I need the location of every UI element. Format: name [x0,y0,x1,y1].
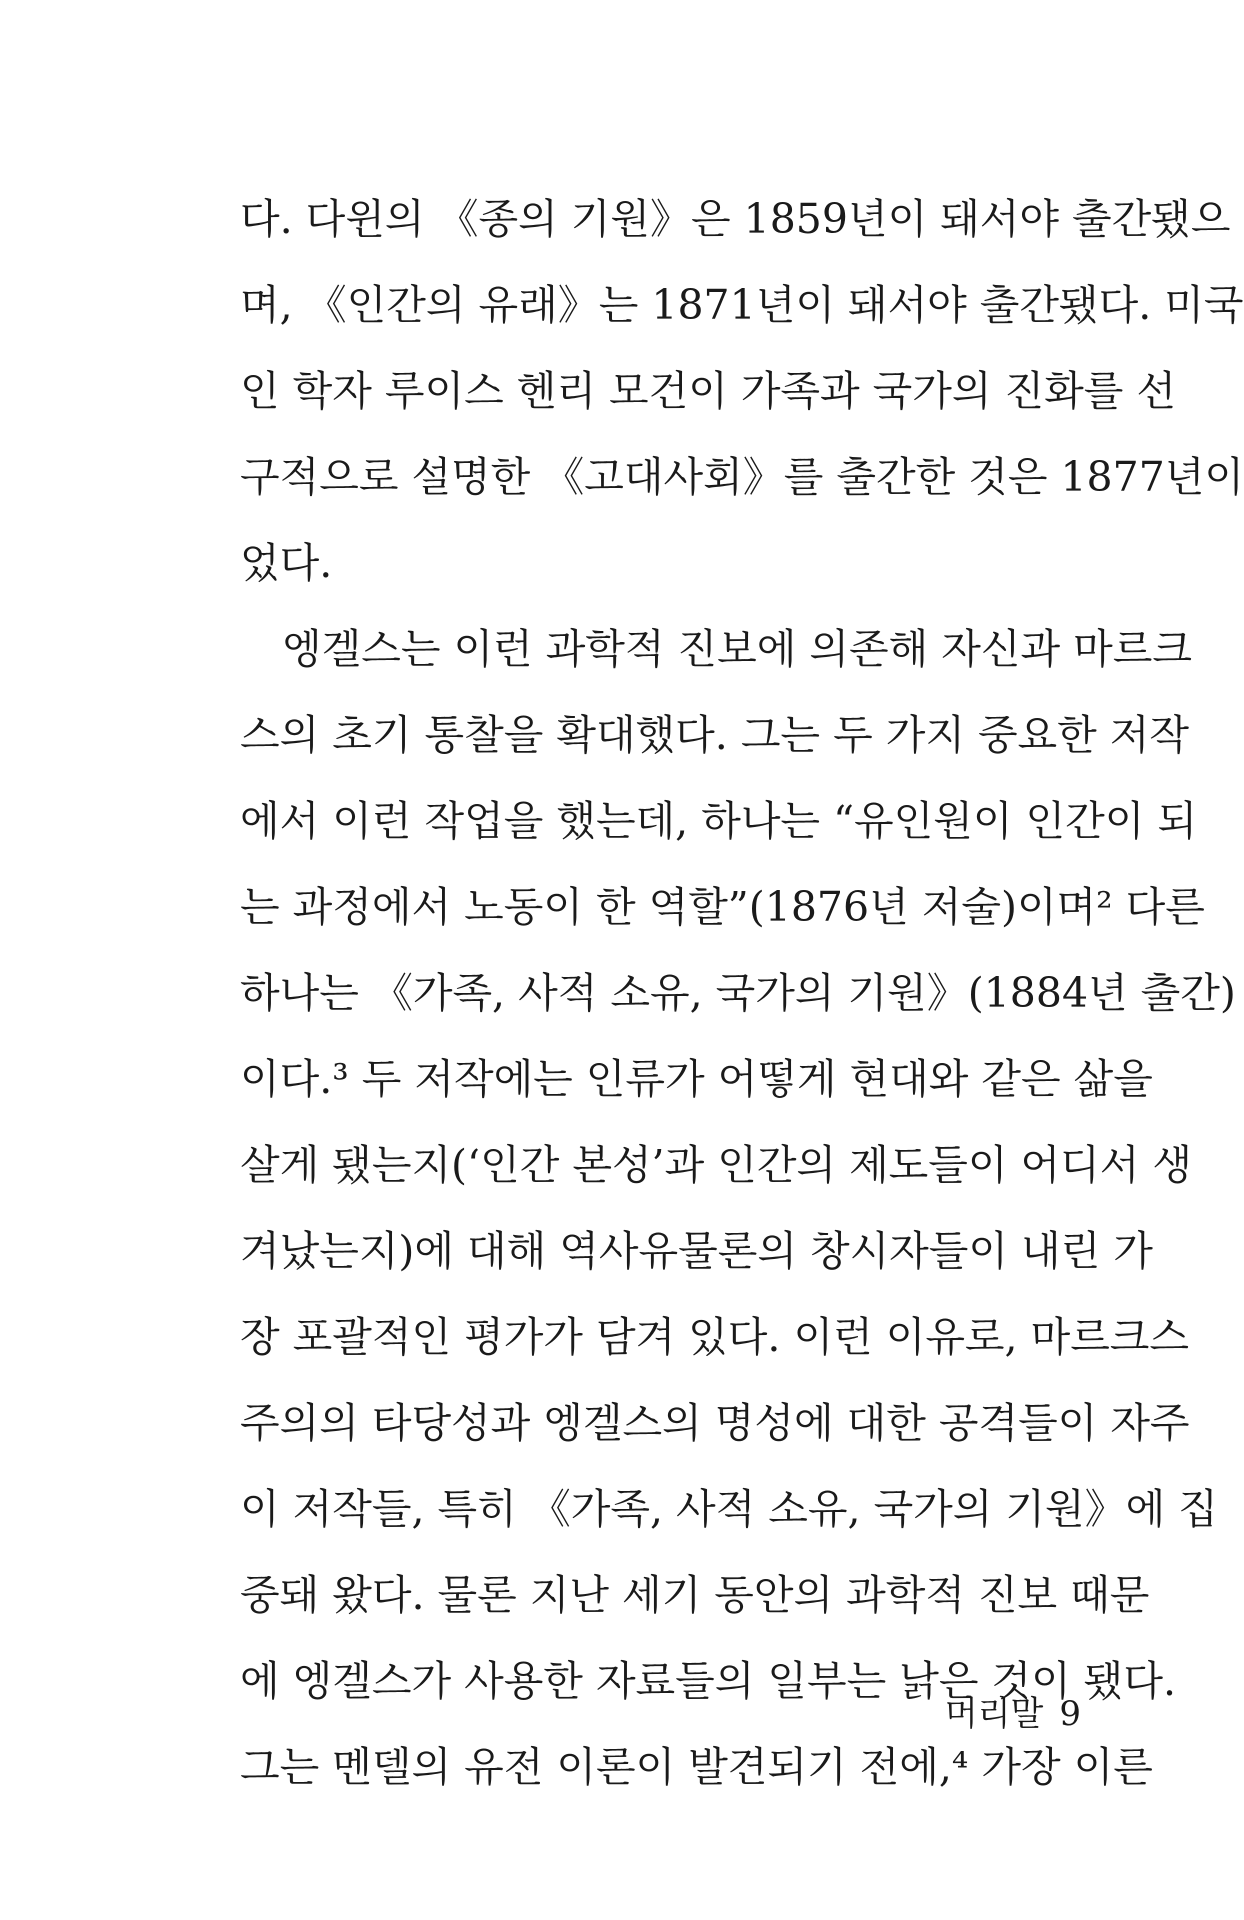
running-head: 머리말 [944,1694,1044,1734]
text-line: 는 과정에서 노동이 한 역할”(1876년 저술)이며² 다른 [240,883,1205,931]
page-number: 9 [1059,1694,1081,1734]
text-line: 이 저작들, 특히 《가족, 사적 소유, 국가의 기원》에 집 [240,1485,1218,1533]
text-line: 주의의 타당성과 엥겔스의 명성에 대한 공격들이 자주 [240,1399,1190,1447]
text-line: 다. 다윈의 《종의 기원》은 1859년이 돼서야 출간됐으 [240,195,1231,243]
text-line: 하나는 《가족, 사적 소유, 국가의 기원》(1884년 출간) [240,969,1236,1017]
text-line: 었다. [240,539,333,587]
text-line: 살게 됐는지(‘인간 본성’과 인간의 제도들이 어디서 생 [240,1141,1192,1189]
text-line: 에서 이런 작업을 했는데, 하나는 “유인원이 인간이 되 [240,797,1197,845]
text-line: 에 엥겔스가 사용한 자료들의 일부는 낡은 것이 됐다. [240,1657,1176,1705]
text-line: 이다.³ 두 저작에는 인류가 어떻게 현대와 같은 삶을 [240,1055,1153,1103]
text-line: 중돼 왔다. 물론 지난 세기 동안의 과학적 진보 때문 [240,1571,1150,1619]
text-line: 구적으로 설명한 《고대사회》를 출간한 것은 1877년이 [240,453,1244,501]
text-line: 장 포괄적인 평가가 담겨 있다. 이런 이유로, 마르크스 [240,1313,1190,1361]
page-footer [945,1694,1081,1734]
body-text [240,184,1244,1818]
text-line: 며, 《인간의 유래》는 1871년이 돼서야 출간됐다. 미국 [240,281,1244,329]
text-line: 스의 초기 통찰을 확대했다. 그는 두 가지 중요한 저작 [240,711,1190,759]
text-line: 엥겔스는 이런 과학적 진보에 의존해 자신과 마르크 [282,625,1192,673]
text-line: 그는 멘델의 유전 이론이 발견되기 전에,⁴ 가장 이른 [240,1743,1153,1791]
text-line: 겨났는지)에 대해 역사유물론의 창시자들이 내린 가 [240,1227,1153,1275]
text-line: 인 학자 루이스 헨리 모건이 가족과 국가의 진화를 선 [240,367,1176,415]
